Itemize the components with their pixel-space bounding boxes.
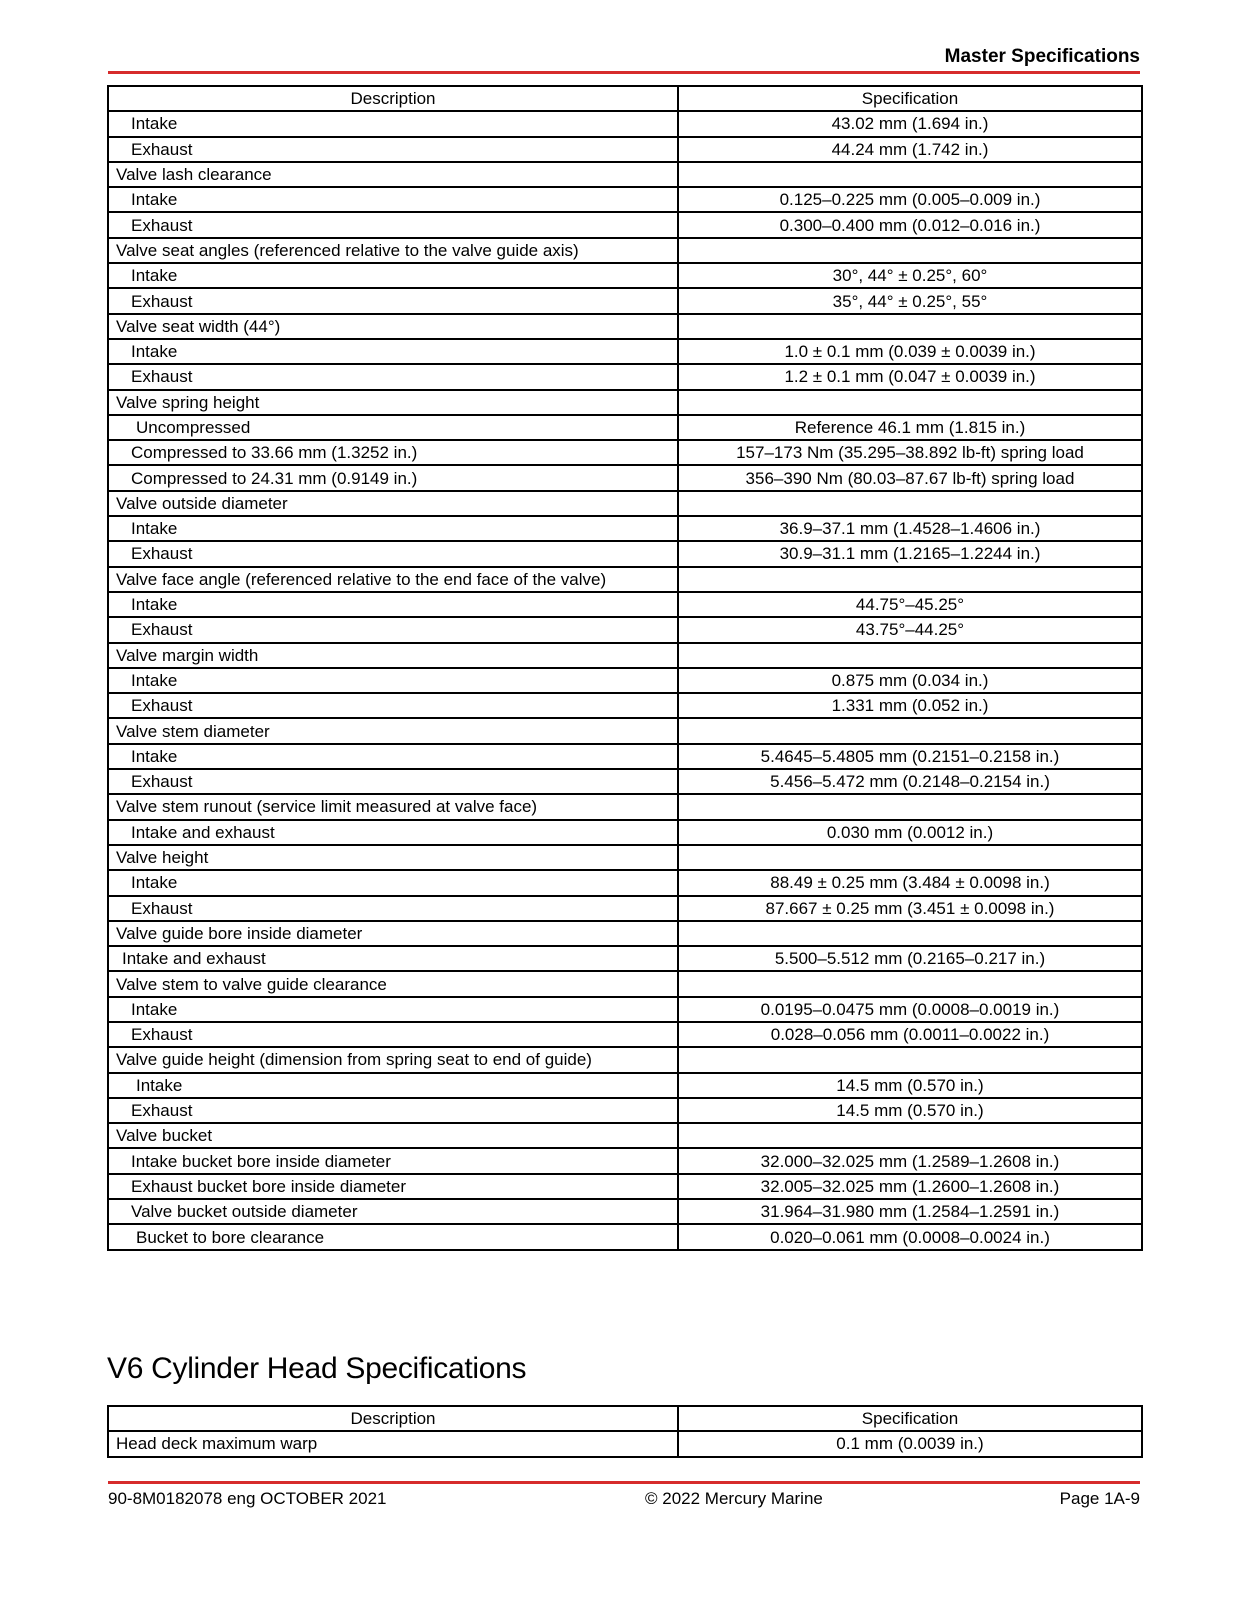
- specification-cell: 0.1 mm (0.0039 in.): [678, 1431, 1142, 1456]
- table-row: [108, 187, 1142, 212]
- description-cell: Valve stem to valve guide clearance: [108, 971, 678, 996]
- table-row: [108, 390, 1142, 415]
- description-cell: Intake: [108, 263, 678, 288]
- description-cell: Exhaust: [108, 896, 678, 921]
- specification-cell: [678, 971, 1142, 996]
- description-cell: Intake: [108, 997, 678, 1022]
- description-cell: Valve guide bore inside diameter: [108, 921, 678, 946]
- table-row: [108, 1123, 1142, 1148]
- table-row: [108, 1199, 1142, 1224]
- table-row: [108, 162, 1142, 187]
- description-cell: Uncompressed: [108, 415, 678, 440]
- table-row: [108, 491, 1142, 516]
- specification-cell: [678, 921, 1142, 946]
- description-cell: Exhaust: [108, 137, 678, 162]
- specification-cell: 1.0 ± 0.1 mm (0.039 ± 0.0039 in.): [678, 339, 1142, 364]
- specification-cell: 5.456–5.472 mm (0.2148–0.2154 in.): [678, 769, 1142, 794]
- table-row: [108, 794, 1142, 819]
- description-cell: Valve outside diameter: [108, 491, 678, 516]
- table-row: [108, 1431, 1142, 1456]
- description-cell: Intake: [108, 870, 678, 895]
- description-cell: Intake: [108, 111, 678, 136]
- description-cell: Valve margin width: [108, 643, 678, 668]
- footer-rule: [108, 1481, 1140, 1484]
- description-cell: Valve face angle (referenced relative to the end face of the valve): [108, 567, 678, 592]
- description-cell: Exhaust: [108, 288, 678, 313]
- specification-cell: [678, 314, 1142, 339]
- description-cell: Exhaust bucket bore inside diameter: [108, 1174, 678, 1199]
- table-row: [108, 1148, 1142, 1173]
- description-cell: Valve spring height: [108, 390, 678, 415]
- specification-cell: [678, 794, 1142, 819]
- description-cell: Intake: [108, 187, 678, 212]
- specification-cell: 0.0195–0.0475 mm (0.0008–0.0019 in.): [678, 997, 1142, 1022]
- specification-cell: 0.300–0.400 mm (0.012–0.016 in.): [678, 212, 1142, 237]
- table-row: [108, 820, 1142, 845]
- table-row: [108, 137, 1142, 162]
- table-row: [108, 921, 1142, 946]
- table-row: [108, 845, 1142, 870]
- specification-cell: 14.5 mm (0.570 in.): [678, 1098, 1142, 1123]
- specification-cell: [678, 1123, 1142, 1148]
- description-cell: Head deck maximum warp: [108, 1431, 678, 1456]
- specification-cell: 1.2 ± 0.1 mm (0.047 ± 0.0039 in.): [678, 364, 1142, 389]
- description-cell: Valve bucket: [108, 1123, 678, 1148]
- description-cell: Intake and exhaust: [108, 946, 678, 971]
- table-row: [108, 617, 1142, 642]
- footer-doc-number: 90-8M0182078 eng OCTOBER 2021: [108, 1489, 387, 1508]
- v6-cylinder-head-table: [107, 1405, 1143, 1458]
- table-row: [108, 668, 1142, 693]
- description-cell: Intake: [108, 339, 678, 364]
- specification-cell: 32.005–32.025 mm (1.2600–1.2608 in.): [678, 1174, 1142, 1199]
- description-cell: Valve lash clearance: [108, 162, 678, 187]
- specification-cell: 0.020–0.061 mm (0.0008–0.0024 in.): [678, 1224, 1142, 1249]
- description-cell: Intake: [108, 592, 678, 617]
- footer-copyright: © 2022 Mercury Marine: [645, 1489, 823, 1508]
- table-row: [108, 643, 1142, 668]
- specification-cell: 87.667 ± 0.25 mm (3.451 ± 0.0098 in.): [678, 896, 1142, 921]
- column-header-specification: Specification: [678, 86, 1142, 111]
- description-cell: Exhaust: [108, 617, 678, 642]
- specification-cell: 356–390 Nm (80.03–87.67 lb-ft) spring load: [678, 465, 1142, 490]
- description-cell: Intake: [108, 1073, 678, 1098]
- specification-cell: 31.964–31.980 mm (1.2584–1.2591 in.): [678, 1199, 1142, 1224]
- specification-cell: 44.75°–45.25°: [678, 592, 1142, 617]
- table-row: [108, 1022, 1142, 1047]
- description-cell: Exhaust: [108, 1098, 678, 1123]
- description-cell: Valve stem runout (service limit measured at valve face): [108, 794, 678, 819]
- table-row: [108, 415, 1142, 440]
- table-row: [108, 997, 1142, 1022]
- table-row: [108, 1047, 1142, 1072]
- description-cell: Compressed to 24.31 mm (0.9149 in.): [108, 465, 678, 490]
- table-row: [108, 516, 1142, 541]
- specification-cell: [678, 238, 1142, 263]
- table-row: [108, 870, 1142, 895]
- column-header-description: Description: [108, 86, 678, 111]
- table-row: [108, 263, 1142, 288]
- description-cell: Compressed to 33.66 mm (1.3252 in.): [108, 440, 678, 465]
- master-spec-table: [107, 85, 1143, 1251]
- description-cell: Exhaust: [108, 769, 678, 794]
- specification-cell: 43.75°–44.25°: [678, 617, 1142, 642]
- specification-cell: 5.500–5.512 mm (0.2165–0.217 in.): [678, 946, 1142, 971]
- specification-cell: [678, 162, 1142, 187]
- specification-cell: 36.9–37.1 mm (1.4528–1.4606 in.): [678, 516, 1142, 541]
- table-row: [108, 111, 1142, 136]
- table-row: [108, 212, 1142, 237]
- table-header-row: [108, 86, 1142, 111]
- specification-cell: [678, 390, 1142, 415]
- table-row: [108, 1098, 1142, 1123]
- specification-cell: 0.028–0.056 mm (0.0011–0.0022 in.): [678, 1022, 1142, 1047]
- specification-cell: 0.030 mm (0.0012 in.): [678, 820, 1142, 845]
- table-row: [108, 1174, 1142, 1199]
- footer-page-number: Page 1A-9: [1059, 1489, 1140, 1508]
- table-row: [108, 465, 1142, 490]
- table-row: [108, 693, 1142, 718]
- table-row: [108, 440, 1142, 465]
- table-row: [108, 592, 1142, 617]
- table-row: [108, 339, 1142, 364]
- description-cell: Intake: [108, 516, 678, 541]
- specification-cell: [678, 491, 1142, 516]
- specification-cell: 44.24 mm (1.742 in.): [678, 137, 1142, 162]
- specification-cell: 14.5 mm (0.570 in.): [678, 1073, 1142, 1098]
- table-row: [108, 541, 1142, 566]
- table-row: [108, 1224, 1142, 1249]
- specification-cell: 43.02 mm (1.694 in.): [678, 111, 1142, 136]
- specification-cell: 30°, 44° ± 0.25°, 60°: [678, 263, 1142, 288]
- specification-cell: [678, 567, 1142, 592]
- table-row: [108, 971, 1142, 996]
- specification-cell: 0.875 mm (0.034 in.): [678, 668, 1142, 693]
- specification-cell: 5.4645–5.4805 mm (0.2151–0.2158 in.): [678, 744, 1142, 769]
- description-cell: Bucket to bore clearance: [108, 1224, 678, 1249]
- description-cell: Intake and exhaust: [108, 820, 678, 845]
- column-header-description: Description: [108, 1406, 678, 1431]
- page-header-title: Master Specifications: [944, 46, 1140, 67]
- table-row: [108, 314, 1142, 339]
- description-cell: Exhaust: [108, 1022, 678, 1047]
- description-cell: Intake bucket bore inside diameter: [108, 1148, 678, 1173]
- table-row: [108, 1073, 1142, 1098]
- table-row: [108, 238, 1142, 263]
- table-row: [108, 364, 1142, 389]
- description-cell: Valve seat width (44°): [108, 314, 678, 339]
- description-cell: Exhaust: [108, 693, 678, 718]
- specification-cell: [678, 845, 1142, 870]
- specification-cell: 35°, 44° ± 0.25°, 55°: [678, 288, 1142, 313]
- specification-cell: 30.9–31.1 mm (1.2165–1.2244 in.): [678, 541, 1142, 566]
- table-row: [108, 567, 1142, 592]
- specification-cell: [678, 718, 1142, 743]
- description-cell: Valve seat angles (referenced relative to the valve guide axis): [108, 238, 678, 263]
- header-rule: [108, 71, 1140, 74]
- specification-cell: 157–173 Nm (35.295–38.892 lb-ft) spring load: [678, 440, 1142, 465]
- specification-cell: [678, 1047, 1142, 1072]
- specification-cell: 0.125–0.225 mm (0.005–0.009 in.): [678, 187, 1142, 212]
- description-cell: Valve bucket outside diameter: [108, 1199, 678, 1224]
- description-cell: Valve height: [108, 845, 678, 870]
- table-row: [108, 896, 1142, 921]
- table-header-row: [108, 1406, 1142, 1431]
- description-cell: Valve stem diameter: [108, 718, 678, 743]
- description-cell: Intake: [108, 744, 678, 769]
- section-title-v6-cylinder-head: V6 Cylinder Head Specifications: [107, 1352, 527, 1385]
- description-cell: Intake: [108, 668, 678, 693]
- specification-cell: 1.331 mm (0.052 in.): [678, 693, 1142, 718]
- specification-cell: 32.000–32.025 mm (1.2589–1.2608 in.): [678, 1148, 1142, 1173]
- specification-cell: [678, 643, 1142, 668]
- table-row: [108, 718, 1142, 743]
- table-row: [108, 946, 1142, 971]
- table-row: [108, 288, 1142, 313]
- description-cell: Exhaust: [108, 541, 678, 566]
- description-cell: Exhaust: [108, 364, 678, 389]
- table-row: [108, 744, 1142, 769]
- column-header-specification: Specification: [678, 1406, 1142, 1431]
- specification-cell: 88.49 ± 0.25 mm (3.484 ± 0.0098 in.): [678, 870, 1142, 895]
- specification-cell: Reference 46.1 mm (1.815 in.): [678, 415, 1142, 440]
- description-cell: Valve guide height (dimension from spring seat to end of guide): [108, 1047, 678, 1072]
- table-row: [108, 769, 1142, 794]
- description-cell: Exhaust: [108, 212, 678, 237]
